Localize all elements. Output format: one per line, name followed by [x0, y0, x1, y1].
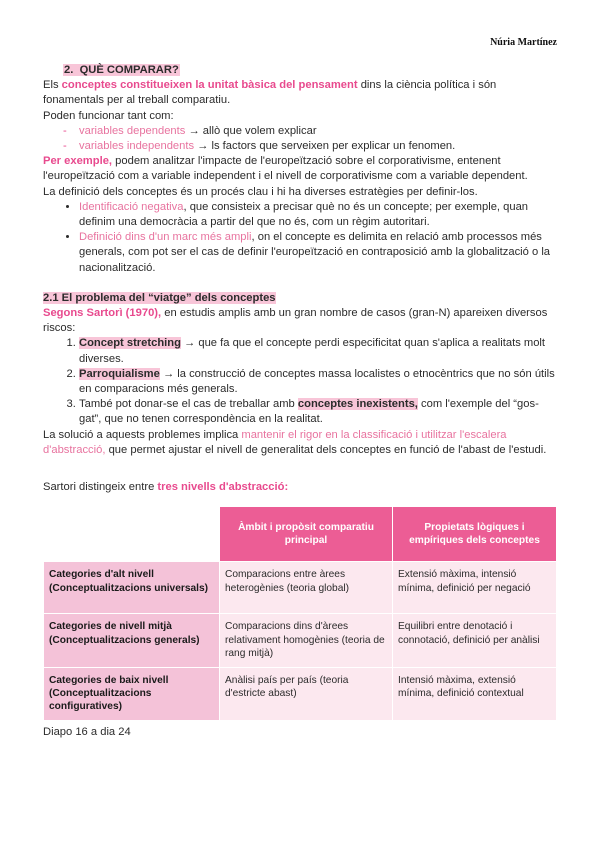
risk-term: Parroquialisme [79, 367, 160, 380]
section-number: 2. [64, 64, 74, 76]
table-row [44, 614, 557, 667]
list-item [79, 367, 557, 397]
table-row [44, 562, 557, 614]
author-name: Núria Martínez [490, 37, 557, 48]
table-header-properties: Propietats lògiques i empíriques dels conceptes [393, 507, 557, 562]
list-item [63, 139, 557, 154]
list-item [79, 336, 557, 366]
list-item [79, 230, 557, 276]
row-scope: Anàlisi país per país (teoria d'estricte abast) [220, 667, 393, 720]
levels-intro-highlight: tres nivells d'abstracció: [157, 481, 289, 494]
risk-text: També pot donar-se el cas de treballar amb [79, 398, 298, 411]
row-scope: Comparacions entre àrees heterogènies (teoria global) [220, 562, 393, 614]
example-text: podem analitzar l'impacte de l'europeïtzació sobre el corporativisme, entenent l'europeïtzació com a variable independent i el nivell de corporativisme com a variable dependent. [43, 155, 528, 183]
variables-list [43, 124, 557, 154]
table-header-scope: Àmbit i propòsit comparatiu principal [220, 507, 393, 562]
list-term: Definició dins d'un marc més ampli [79, 231, 252, 244]
row-properties: Extensió màxima, intensió mínima, definició per negació [393, 562, 557, 614]
list-text: → ls factors que serveixen per explicar un fenomen. [194, 140, 456, 153]
can-function-text: Poden funcionar tant com: [43, 109, 174, 122]
row-properties: Equilibri entre denotació i connotació, definició per anàlisi [393, 614, 557, 667]
table-corner-cell [44, 507, 220, 562]
example-paragraph [43, 154, 557, 184]
solution-paragraph [43, 428, 557, 458]
section-title: QUÈ COMPARAR? [79, 64, 179, 76]
list-term: variables dependents [79, 124, 186, 137]
solution-text: La solució a aquests problemes implica [43, 428, 242, 441]
levels-intro-text: Sartori distingeix entre [43, 481, 158, 494]
intro-highlight: conceptes constitueixen la unitat bàsica del pensament [61, 79, 358, 92]
example-label: Per exemple, [43, 155, 113, 168]
subsection-heading [43, 291, 557, 306]
table-row [44, 667, 557, 720]
intro-text: Els [43, 79, 62, 92]
row-scope: Comparacions dins d'àrees relativament homogènies (teoria de rang mitjà) [220, 614, 393, 667]
slides-reference: Diapo 16 a dia 24 [43, 725, 131, 738]
row-label: Categories de baix nivell (Conceptualitzacions configuratives) [44, 667, 220, 720]
strategies-list [43, 200, 557, 276]
risk-text: com l'exemple del “gos-gat”, que no tenen correspondència en la realitat. [79, 398, 539, 426]
intro-text-end: dins la ciència política i són fonamentals per al treball comparatiu. [43, 79, 497, 107]
intro-paragraph [43, 78, 557, 108]
sartori-paragraph [43, 306, 557, 336]
list-item [79, 397, 557, 427]
list-item [63, 124, 557, 139]
list-item [79, 200, 557, 230]
row-label: Categories d'alt nivell (Conceptualitzacions universals) [44, 562, 220, 614]
page-content [43, 63, 557, 740]
heading-highlight [63, 64, 180, 76]
risk-text: → la construcció de conceptes massa localistes o etnocèntrics que no són útils en comparacions més generals. [79, 367, 555, 396]
solution-highlight: mantenir el rigor en la classificació i utilitzar l'escalera d'abstracció, [43, 428, 507, 456]
table-header-row [44, 507, 557, 562]
list-term: variables independents [79, 140, 195, 153]
list-text: , on el concepte es delimita en relació amb processos més generals, com pot ser el cas de definir l'europeïtzació en contraposició amb la globalització o la nacionalització. [79, 231, 551, 274]
abstraction-levels-table [43, 506, 557, 720]
risk-term: Concept stretching [79, 337, 181, 350]
row-properties: Intensió màxima, extensió mínima, definició contextual [393, 667, 557, 720]
sartori-reference: Segons Sartorì (1970), [43, 307, 162, 320]
list-text: → allò que volem explicar [185, 124, 317, 137]
list-text: , que consisteix a precisar què no és un concepte; per exemple, quan definim una democràcia a partir del que no és, com un règim autoritari. [79, 200, 529, 229]
risk-term: conceptes inexistents, [297, 398, 418, 411]
row-label: Categories de nivell mitjà (Conceptualitzacions generals) [44, 614, 220, 667]
levels-intro [43, 480, 557, 495]
section-heading [63, 63, 557, 78]
subsection-title: 2.1 El problema del “viatge” dels conceptes [43, 291, 276, 304]
risk-text: → que fa que el concepte perdi especificitat quan s'aplica a realitats molt diverses. [79, 337, 546, 365]
definition-paragraph: La definició dels conceptes és un procés clau i hi ha diverses estratègies per definir-los. [43, 185, 478, 198]
sartori-text: en estudis amplis amb un gran nombre de casos (gran-N) apareixen diversos riscos: [43, 307, 548, 335]
list-term: Identificació negativa [79, 200, 184, 213]
solution-text-end: que permet ajustar el nivell de generalitat dels conceptes en funció de l'abast de l'estudi. [105, 443, 547, 456]
risks-list [43, 336, 557, 427]
